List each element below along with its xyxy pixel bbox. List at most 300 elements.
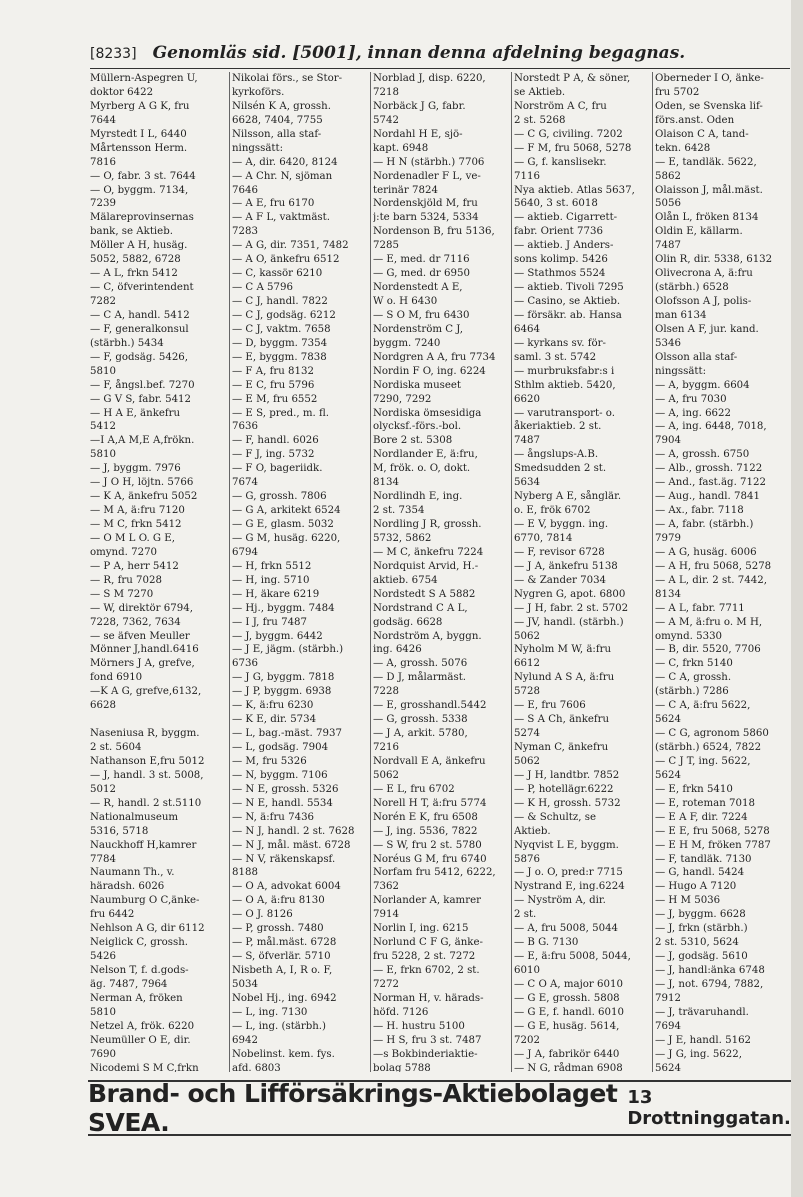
directory-entry-line: — C A, handl. 5412: [90, 309, 190, 321]
directory-entry-line: Nystrand E, ing.6224: [514, 881, 625, 893]
directory-entry-line: — And., fast.äg. 7122: [655, 477, 766, 489]
directory-entry-line: 7218: [373, 86, 399, 98]
directory-entry-line: Oberneder I O, änke-: [655, 73, 764, 84]
directory-entry-line: — ångslups-A.B.: [514, 449, 599, 461]
directory-entry-line: — G E, f. handl. 6010: [514, 1006, 624, 1018]
directory-entry-line: Olaisson J, mål.mäst.: [655, 184, 763, 196]
directory-entry-line: 7674: [232, 477, 258, 489]
directory-entry-line: 5062: [373, 769, 399, 781]
directory-entry-line: terinär 7824: [373, 184, 438, 196]
directory-entry-line: — G, handl. 5424: [655, 867, 745, 879]
directory-entry-line: — A E, fru 6170: [232, 198, 315, 210]
directory-entry-line: Olin R, dir. 5338, 6132: [655, 254, 773, 266]
directory-entry-line: bolag 5788: [373, 1062, 431, 1072]
directory-entry-line: — H, frkn 5512: [232, 560, 312, 572]
directory-entry-line: — G, f. kanslisekr.: [514, 156, 607, 168]
directory-entry-line: — & Schultz, se: [514, 811, 596, 823]
directory-entry-line: 5876: [514, 853, 540, 865]
directory-entry-line: — O M L O. G E,: [90, 532, 175, 544]
directory-entry-line: 6942: [232, 1034, 258, 1046]
directory-entry-line: — A M, ä:fru o. M H,: [655, 616, 763, 628]
directory-entry-line: — S W, fru 2 st. 5780: [373, 839, 482, 851]
directory-entry-line: sons kolimp. 5426: [514, 254, 608, 266]
directory-entry-line: Nordenadler F L, ve-: [373, 170, 481, 182]
directory-entry-line: äg. 7487, 7964: [90, 978, 168, 990]
directory-entry-line: — F, handl. 6026: [232, 435, 319, 447]
directory-entry-line: j:te barn 5324, 5334: [373, 212, 479, 224]
directory-entry-line: Naumburg O C,änke-: [90, 895, 200, 907]
directory-entry-line: — E, tandläk. 5622,: [655, 156, 757, 168]
directory-entry-line: 7784: [90, 853, 116, 865]
directory-entry-line: — L, godsäg. 7904: [232, 742, 329, 753]
directory-entry-line: 5810: [90, 449, 116, 461]
directory-entry-line: olycksf.-förs.-bol.: [373, 421, 462, 433]
directory-entry-line: — J A, arkit. 5780,: [373, 728, 468, 740]
directory-entry-line: — Casino, se Aktieb.: [514, 296, 621, 307]
directory-entry-line: Nisbeth A, I, R o. F,: [232, 965, 333, 976]
directory-entry-line: — aktieb. Tivoli 7295: [514, 282, 624, 294]
directory-entry-line: — A Chr. N, sjöman: [232, 170, 333, 182]
directory-column: [370, 72, 511, 1072]
directory-entry-line: 5062: [514, 755, 540, 767]
directory-entry-line: Norstedt P A, & söner,: [514, 73, 631, 84]
directory-entry-line: 5810: [90, 1006, 116, 1018]
directory-entry-line: — G, grossh. 5338: [373, 714, 468, 726]
directory-entry-line: Nobelinst. kem. fys.: [232, 1048, 335, 1060]
directory-entry-line: 7487: [655, 240, 681, 252]
directory-entry-line: — F M, fru 5068, 5278: [514, 142, 632, 154]
directory-entry-line: — H M 5036: [655, 895, 721, 907]
directory-entry-line: fabr. Orient 7736: [514, 226, 603, 238]
directory-entry-line: — J P, byggm. 6938: [232, 686, 332, 698]
directory-entry-line: ningssätt:: [655, 365, 707, 377]
directory-entry-line: — Nyström A, dir.: [514, 895, 606, 907]
directory-entry-line: 7283: [232, 226, 258, 238]
directory-entry-line: 7636: [232, 421, 258, 433]
directory-entry-line: fru 5702: [655, 86, 700, 98]
directory-entry-line: — G E, glasm. 5032: [232, 519, 334, 530]
directory-entry-line: — O J. 8126: [232, 909, 293, 921]
directory-entry-line: bank, se Aktieb.: [90, 226, 173, 238]
directory-entry-line: — D, byggm. 7354: [232, 337, 328, 349]
directory-entry-line: doktor 6422: [90, 86, 154, 98]
directory-entry-line: 7644: [90, 114, 116, 126]
directory-entry-line: Nikolai förs., se Stor-: [232, 73, 343, 84]
directory-entry-line: — E L, fru 6702: [373, 783, 455, 795]
directory-entry-line: — E E, fru 5068, 5278: [655, 825, 770, 837]
directory-entry-line: 5862: [655, 170, 681, 182]
directory-entry-line: Nilsson, alla staf-: [232, 128, 322, 140]
directory-entry-line: — C O A, major 6010: [514, 978, 623, 990]
directory-entry-line: — F J, ing. 5732: [232, 449, 315, 461]
directory-entry-line: — H S, fru 3 st. 7487: [373, 1034, 482, 1046]
directory-entry-line: — C G, civiling. 7202: [514, 128, 623, 140]
directory-entry-line: M, frök. o. O, dokt.: [373, 463, 471, 475]
directory-entry-line: — O, fabr. 3 st. 7644: [90, 170, 196, 182]
directory-entry-line: omynd. 5330: [655, 630, 723, 642]
directory-entry-line: — A, byggm. 6604: [655, 379, 750, 391]
directory-entry-line: Nordiska ömsesidiga: [373, 407, 482, 419]
directory-entry-line: 7116: [514, 170, 540, 182]
directory-entry-line: fru 6442: [90, 909, 135, 921]
directory-entry-line: 6612: [514, 658, 540, 670]
directory-entry-line: Mårtensson Herm.: [90, 142, 188, 154]
directory-entry-line: 7228: [373, 686, 399, 698]
directory-entry-line: — E, roteman 7018: [655, 797, 755, 809]
directory-entry-line: — N, byggm. 7106: [232, 769, 328, 781]
directory-entry-line: 5624: [655, 1062, 681, 1072]
directory-entry-line: godsäg. 6628: [373, 616, 443, 628]
directory-entry-line: — E, grosshandl.5442: [373, 700, 487, 712]
directory-entry-line: 5426: [90, 951, 116, 963]
directory-entry-line: ing. 6426: [373, 644, 422, 656]
directory-entry-line: Myrberg A G K, fru: [90, 100, 190, 112]
directory-entry-line: 6628, 7404, 7755: [232, 114, 323, 126]
directory-entry-line: — G, med. dr 6950: [373, 268, 470, 280]
directory-entry-line: — S M 7270: [90, 588, 154, 600]
directory-entry-line: — F A, fru 8132: [232, 365, 314, 377]
directory-entry-line: — J o. O, pred:r 7715: [514, 867, 623, 879]
directory-entry-line: — A, fru 7030: [655, 393, 727, 405]
directory-entry-line: Oden, se Svenska lif-: [655, 100, 763, 112]
directory-entry-line: Nationalmuseum: [90, 811, 179, 823]
directory-entry-line: Norfam fru 5412, 6222,: [373, 867, 496, 879]
directory-entry-line: — N E, handl. 5534: [232, 797, 333, 809]
directory-entry-line: 5728: [514, 686, 540, 698]
directory-entry-line: — C A, grossh.: [655, 672, 732, 684]
directory-entry-line: — F, tandläk. 7130: [655, 853, 752, 865]
directory-entry-line: — N E, grossh. 5326: [232, 783, 339, 795]
directory-entry-line: — C J, handl. 7822: [232, 296, 328, 307]
directory-entry-line: — E, med. dr 7116: [373, 254, 470, 266]
directory-entry-line: — P A, herr 5412: [90, 560, 179, 572]
directory-entry-line: Nilsén K A, grossh.: [232, 100, 331, 112]
directory-entry-line: 5634: [514, 477, 540, 489]
directory-entry-line: Norbäck J G, fabr.: [373, 100, 466, 112]
directory-entry-line: — J O H, löjtn. 5766: [90, 477, 194, 489]
directory-entry-line: Aktieb.: [514, 825, 551, 837]
directory-entry-line: — se äfven Meuller: [90, 630, 190, 642]
directory-entry-line: Nordlander E, ä:fru,: [373, 449, 478, 461]
directory-entry-line: — A G, husäg. 6006: [655, 546, 757, 558]
directory-entry-line: Netzel A, frök. 6220: [90, 1020, 195, 1032]
directory-entry-line: — O, byggm. 7134,: [90, 184, 189, 196]
directory-entry-line: 7816: [90, 156, 116, 168]
directory-entry-line: fru 5228, 2 st. 7272: [373, 951, 476, 963]
directory-entry-line: [90, 713, 227, 727]
directory-entry-line: 7646: [232, 184, 258, 196]
directory-entry-line: 7285: [373, 240, 399, 252]
directory-entry-line: — H, äkare 6219: [232, 588, 320, 600]
directory-entry-line: 7912: [655, 992, 681, 1004]
directory-entry-line: — Alb., grossh. 7122: [655, 463, 763, 475]
directory-entry-line: — C J T, ing. 5622,: [655, 755, 751, 767]
directory-entry-line: Norblad J, disp. 6220,: [373, 73, 486, 84]
directory-entry-line: 8188: [232, 867, 258, 879]
directory-entry-line: 7914: [373, 909, 399, 921]
directory-entry-line: Olsson alla staf-: [655, 351, 738, 363]
directory-entry-line: 7216: [373, 742, 399, 753]
directory-entry-line: 6620: [514, 393, 540, 405]
directory-entry-line: — A, fru 5008, 5044: [514, 923, 619, 935]
directory-entry-line: — Hugo A 7120: [655, 881, 737, 893]
directory-entry-line: Nyqvist L E, byggm.: [514, 839, 619, 851]
directory-entry-line: — försäkr. ab. Hansa: [514, 309, 622, 321]
banner-text: Brand- och Lifförsäkrings-Aktiebolaget SVEA.: [88, 1079, 618, 1137]
directory-entry-line: Nordvall E A, änkefru: [373, 755, 486, 767]
directory-entry-line: — J H, landtbr. 7852: [514, 769, 620, 781]
directory-entry-line: o. E, frök 6702: [514, 505, 591, 517]
directory-entry-line: Nelson T, f. d.gods-: [90, 965, 189, 976]
directory-entry-line: — Hj., byggm. 7484: [232, 602, 335, 614]
directory-entry-line: afd. 6803: [232, 1062, 281, 1072]
directory-entry-line: — C A 5796: [232, 282, 293, 294]
directory-entry-line: Nordlindh E, ing.: [373, 491, 463, 503]
directory-entry-line: — A, fabr. (stärbh.): [655, 519, 754, 530]
directory-column: [652, 72, 793, 1072]
directory-entry-line: — A, grossh. 5076: [373, 658, 468, 670]
directory-entry-line: Sthlm aktieb. 5420,: [514, 379, 616, 391]
directory-entry-line: Oldin E, källarm.: [655, 226, 743, 238]
directory-entry-line: 5742: [373, 114, 399, 126]
directory-entry-line: Olivecrona A, ä:fru: [655, 268, 753, 280]
directory-entry-line: Nordling J R, grossh.: [373, 519, 482, 530]
directory-entry-line: omynd. 7270: [90, 546, 158, 558]
directory-entry-line: — Stathmos 5524: [514, 268, 606, 280]
directory-entry-line: 5624: [655, 769, 681, 781]
directory-entry-line: — E H M, fröken 7787: [655, 839, 771, 851]
directory-entry-line: 7694: [655, 1020, 681, 1032]
directory-entry-line: — C, frkn 5140: [655, 658, 733, 670]
directory-entry-line: — H, ing. 5710: [232, 574, 310, 586]
directory-entry-line: — M C, frkn 5412: [90, 519, 182, 530]
directory-entry-line: — G E, husäg. 5614,: [514, 1020, 620, 1032]
directory-entry-line: Nya aktieb. Atlas 5637,: [514, 184, 635, 196]
directory-entry-line: — L, bag.-mäst. 7937: [232, 728, 342, 740]
directory-entry-line: 5274: [514, 728, 540, 740]
directory-entry-line: — K, ä:fru 6230: [232, 700, 314, 712]
directory-entry-line: — J, byggm. 6628: [655, 909, 746, 921]
directory-entry-line: Nyberg A E, sånglär.: [514, 491, 622, 503]
directory-entry-line: Müllern-Aspegren U,: [90, 73, 198, 84]
directory-entry-line: Nordquist Arvid, H.-: [373, 560, 479, 572]
directory-entry-line: — J, handl:änka 6748: [655, 965, 765, 976]
directory-entry-line: 5012: [90, 783, 116, 795]
directory-entry-line: — E A F, dir. 7224: [655, 811, 748, 823]
directory-entry-line: — J, not. 6794, 7882,: [655, 978, 764, 990]
directory-entry-line: — murbruksfabr:s i: [514, 365, 615, 377]
directory-entry-line: Möller A H, husäg.: [90, 240, 188, 252]
directory-entry-line: — I J, fru 7487: [232, 616, 308, 628]
directory-entry-line: — S A Ch, änkefru: [514, 714, 610, 726]
directory-entry-line: — kyrkans sv. för-: [514, 337, 606, 349]
directory-entry-line: Olsen A F, jur. kand.: [655, 323, 759, 335]
directory-entry-line: — J, handl. 3 st. 5008,: [90, 769, 204, 781]
directory-entry-line: fond 6910: [90, 672, 143, 684]
directory-entry-line: (stärbh.) 6524, 7822: [655, 742, 762, 753]
directory-entry-line: — A O, änkefru 6512: [232, 254, 340, 266]
directory-entry-line: — W, direktör 6794,: [90, 602, 193, 614]
directory-entry-line: Nauckhoff H,kamrer: [90, 839, 197, 851]
directory-entry-line: Neiglick C, grossh.: [90, 937, 189, 949]
directory-entry-line: (stärbh.) 5434: [90, 337, 164, 349]
directory-entry-line: — E, fru 7606: [514, 700, 586, 712]
directory-entry-line: Nordin F O, ing. 6224: [373, 365, 486, 377]
directory-entry-line: 7487: [514, 435, 540, 447]
directory-entry-line: Naseniusa R, byggm.: [90, 728, 200, 740]
directory-entry-line: 2 st. 5604: [90, 742, 142, 753]
directory-entry-line: 5624: [655, 714, 681, 726]
directory-entry-line: — G V S, fabr. 5412: [90, 393, 192, 405]
directory-entry-line: Norlund C F G, änke-: [373, 937, 483, 949]
directory-entry-line: Olån L, fröken 8134: [655, 212, 759, 224]
directory-entry-line: Nyman C, änkefru: [514, 742, 609, 753]
directory-entry-line: 5316, 5718: [90, 825, 149, 837]
directory-columns: [88, 72, 794, 1072]
page-number: [8233]: [90, 46, 137, 62]
directory-entry-line: — A L, frkn 5412: [90, 268, 178, 280]
directory-entry-line: 5346: [655, 337, 681, 349]
directory-entry-line: Nyholm M W, ä:fru: [514, 644, 612, 656]
directory-entry-line: se Aktieb.: [514, 86, 566, 98]
directory-entry-line: — K H, grossh. 5732: [514, 797, 621, 809]
directory-entry-line: — G M, husäg. 6220,: [232, 532, 341, 544]
directory-entry-line: — R, handl. 2 st.5110: [90, 797, 202, 809]
directory-entry-line: Nehlson A G, dir 6112: [90, 923, 205, 935]
directory-entry-line: — A G, dir. 7351, 7482: [232, 240, 349, 252]
directory-entry-line: — J, frkn (stärbh.): [655, 923, 748, 935]
directory-entry-line: — F, godsäg. 5426,: [90, 351, 189, 363]
directory-entry-line: — L, ing. (stärbh.): [232, 1020, 327, 1032]
directory-entry-line: — JV, handl. (stärbh.): [514, 616, 624, 628]
directory-entry-line: — G A, arkitekt 6524: [232, 505, 341, 517]
directory-entry-line: — J, byggm. 7976: [90, 463, 181, 475]
directory-entry-line: — aktieb. J Anders-: [514, 240, 614, 252]
directory-entry-line: Nordgren A A, fru 7734: [373, 351, 496, 363]
directory-entry-line: 2 st. 7354: [373, 505, 425, 517]
directory-entry-line: 7362: [373, 881, 399, 893]
directory-entry-line: — J E, jägm. (stärbh.): [232, 644, 344, 656]
directory-entry-line: Olaison C A, tand-: [655, 128, 749, 140]
directory-entry-line: — A L, fabr. 7711: [655, 602, 745, 614]
directory-entry-line: 7239: [90, 198, 116, 210]
directory-entry-line: — A, ing. 6622: [655, 407, 732, 419]
directory-entry-line: —s Bokbinderiaktie-: [373, 1048, 478, 1060]
directory-entry-line: — C, öfverintendent: [90, 282, 194, 294]
directory-entry-line: — & Zander 7034: [514, 574, 607, 586]
directory-entry-line: höfd. 7126: [373, 1006, 429, 1018]
directory-entry-line: — A, dir. 6420, 8124: [232, 156, 338, 168]
directory-entry-line: — H N (stärbh.) 7706: [373, 156, 485, 168]
directory-entry-line: — E M, fru 6552: [232, 393, 318, 405]
directory-entry-line: — A, ing. 6448, 7018,: [655, 421, 767, 433]
directory-entry-line: 5034: [232, 978, 258, 990]
directory-entry-line: tekn. 6428: [655, 142, 711, 154]
directory-entry-line: 2 st.: [514, 909, 537, 921]
directory-entry-line: — S O M, fru 6430: [373, 309, 470, 321]
directory-entry-line: Nygren G, apot. 6800: [514, 588, 626, 600]
directory-entry-line: Nicodemi S M C,frkn: [90, 1062, 199, 1072]
directory-entry-line: åkeriaktieb. 2 st.: [514, 421, 602, 433]
directory-entry-line: Mörners J A, grefve,: [90, 658, 195, 670]
directory-entry-line: 5640, 3 st. 6018: [514, 198, 598, 210]
directory-entry-line: 8134: [373, 477, 399, 489]
directory-entry-line: Norlin I, ing. 6215: [373, 923, 469, 935]
directory-entry-line: — C J, vaktm. 7658: [232, 323, 331, 335]
directory-entry-line: förs.anst. Oden: [655, 114, 735, 126]
directory-entry-line: Noréus G M, fru 6740: [373, 853, 487, 865]
directory-entry-line: — A L, dir. 2 st. 7442,: [655, 574, 767, 586]
directory-entry-line: —I A,A M,E A,frökn.: [90, 435, 195, 447]
directory-entry-line: — C J, godsäg. 6212: [232, 309, 336, 321]
directory-entry-line: — J, trävaruhandl.: [655, 1006, 749, 1018]
directory-entry-line: — J A, änkefru 5138: [514, 560, 618, 572]
directory-entry-line: — E C, fru 5796: [232, 379, 315, 391]
directory-entry-line: — J, ing. 5536, 7822: [373, 825, 478, 837]
directory-entry-line: 5412: [90, 421, 116, 433]
directory-entry-line: — N V, räkenskapsf.: [232, 853, 336, 865]
directory-entry-line: — E, ä:fru 5008, 5044,: [514, 951, 631, 963]
directory-entry-line: — F, revisor 6728: [514, 546, 605, 558]
directory-entry-line: 5810: [90, 365, 116, 377]
directory-entry-line: 7290, 7292: [373, 393, 432, 405]
directory-entry-line: Bore 2 st. 5308: [373, 435, 453, 447]
directory-entry-line: Olofsson A J, polis-: [655, 296, 752, 307]
directory-entry-line: — J E, handl. 5162: [655, 1034, 752, 1046]
directory-entry-line: — G, grossh. 7806: [232, 491, 327, 503]
directory-entry-line: 6628: [90, 700, 116, 712]
directory-entry-line: — M, fru 5326: [232, 755, 307, 767]
directory-entry-line: Norell H T, ä:fru 5774: [373, 797, 487, 809]
directory-entry-line: — C G, agronom 5860: [655, 728, 769, 740]
directory-entry-line: Naumann Th., v.: [90, 867, 175, 879]
directory-entry-line: — H A E, änkefru: [90, 407, 181, 419]
directory-entry-line: — J G, ing. 5622,: [655, 1048, 742, 1060]
directory-entry-line: — E, frkn 5410: [655, 783, 733, 795]
directory-entry-line: — B G. 7130: [514, 937, 579, 949]
directory-entry-line: — F O, bageriidk.: [232, 463, 323, 475]
page-header: [90, 43, 770, 67]
directory-entry-line: Nathanson E,fru 5012: [90, 755, 205, 767]
directory-entry-line: kapt. 6948: [373, 142, 429, 154]
directory-entry-line: 5062: [514, 630, 540, 642]
directory-entry-line: — K E, dir. 5734: [232, 714, 317, 726]
directory-entry-line: — P, hotellägr.6222: [514, 783, 614, 795]
directory-entry-line: — J H, fabr. 2 st. 5702: [514, 602, 629, 614]
directory-column: [229, 72, 370, 1072]
page-edge: [791, 0, 803, 1197]
directory-entry-line: — E S, pred., m. fl.: [232, 407, 330, 419]
directory-entry-line: 6010: [514, 965, 540, 976]
directory-entry-line: Nordenson B, fru 5136,: [373, 226, 495, 238]
directory-entry-line: Myrstedt I L, 6440: [90, 128, 187, 140]
directory-entry-line: Mönner J,handl.6416: [90, 644, 199, 656]
directory-entry-line: Nordahl H E, sjö-: [373, 128, 463, 140]
directory-entry-line: 7979: [655, 532, 681, 544]
page-title: Genomläs sid. [5001], innan denna afdelning begagnas.: [152, 43, 686, 63]
directory-entry-line: 7228, 7362, 7634: [90, 616, 181, 628]
directory-entry-line: — O A, ä:fru 8130: [232, 895, 325, 907]
directory-entry-line: — N J, mål. mäst. 6728: [232, 839, 351, 851]
directory-entry-line: — J, godsäg. 5610: [655, 951, 748, 963]
directory-entry-line: Nordenström C J,: [373, 323, 464, 335]
directory-entry-line: ningssätt:: [232, 142, 284, 154]
directory-entry-line: Smedsudden 2 st.: [514, 463, 607, 475]
directory-entry-line: Nordenskjöld M, fru: [373, 198, 478, 210]
directory-entry-line: — J G, byggm. 7818: [232, 672, 335, 684]
directory-entry-line: Nylund A S A, ä:fru: [514, 672, 615, 684]
directory-entry-line: 7690: [90, 1048, 116, 1060]
